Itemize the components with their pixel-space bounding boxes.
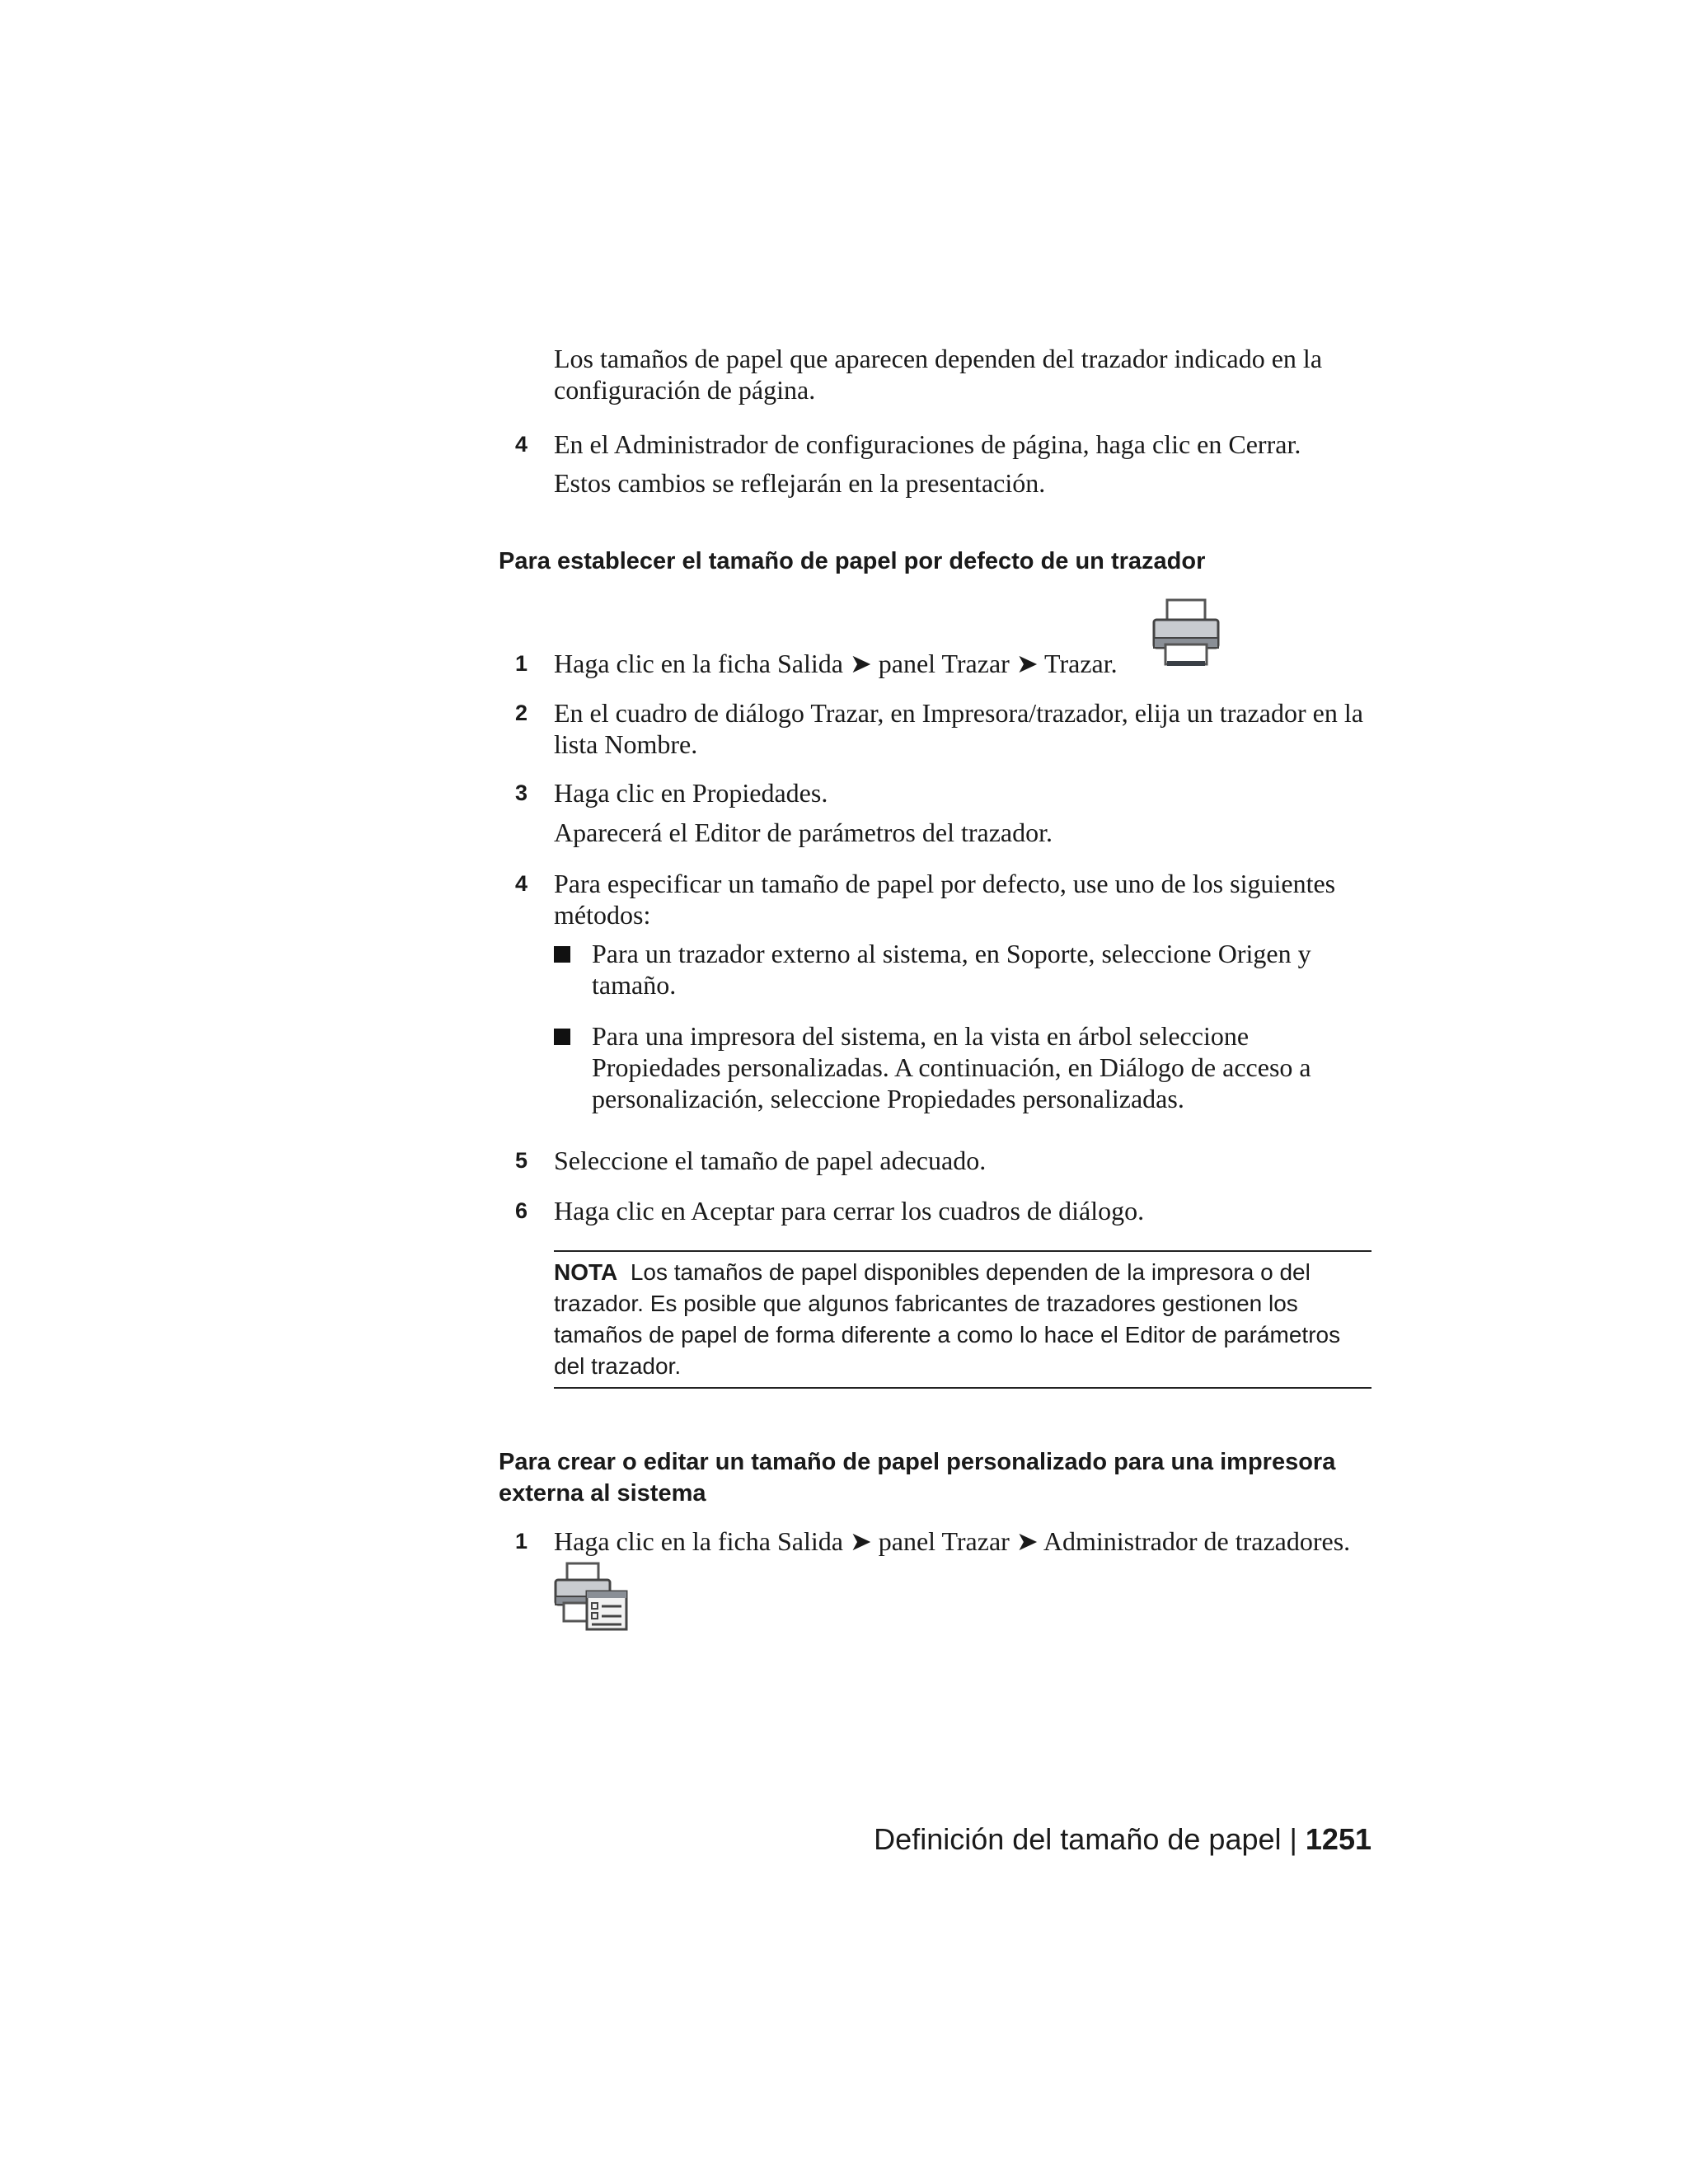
step-number: 5 xyxy=(515,1148,528,1173)
step-text: Para especificar un tamaño de papel por defecto, use uno de los siguientes métodos: xyxy=(554,869,1336,930)
note-bottom-rule xyxy=(554,1387,1372,1389)
note-label: NOTA xyxy=(554,1259,618,1285)
step-text: Haga clic en la ficha Salida ➤ panel Trazar ➤ Administrador de trazadores. xyxy=(554,1526,1351,1556)
note-text: Los tamaños de papel disponibles dependen de la impresora o del trazador. Es posible que algunos fabricantes de trazadores gestionen los tamaños de papel de forma diferente a como lo hace el Editor de parámetros del trazador. xyxy=(554,1259,1341,1379)
plotter-manager-icon xyxy=(554,1560,628,1634)
step-number: 1 xyxy=(515,1529,528,1554)
bullet-text: Para un trazador externo al sistema, en Soporte, seleccione Origen y tamaño. xyxy=(592,939,1311,1000)
step-number: 6 xyxy=(515,1198,528,1223)
step-number: 4 xyxy=(515,871,528,896)
bullet-text: Para una impresora del sistema, en la vista en árbol seleccione Propiedades personalizadas. A continuación, en Diálogo de acceso a personalización, seleccione Propiedades personalizadas. xyxy=(592,1021,1311,1113)
step-number: 4 xyxy=(515,432,528,457)
step-result: Estos cambios se reflejarán en la presentación. xyxy=(554,468,1046,498)
note-top-rule xyxy=(554,1250,1372,1252)
intro-paragraph: Los tamaños de papel que aparecen dependen del trazador indicado en la configuración de página. xyxy=(554,344,1323,405)
step-text: En el cuadro de diálogo Trazar, en Impresora/trazador, elija un trazador en la lista Nombre. xyxy=(554,698,1363,759)
step-text: Haga clic en Aceptar para cerrar los cuadros de diálogo. xyxy=(554,1196,1145,1226)
section-heading: Para crear o editar un tamaño de papel personalizado para una impresora externa al sistema xyxy=(499,1449,1336,1507)
step-text: En el Administrador de configuraciones de página, haga clic en Cerrar. xyxy=(554,429,1301,459)
bullet-marker xyxy=(554,946,570,963)
note-block xyxy=(554,1257,1372,1382)
step-text: Seleccione el tamaño de papel adecuado. xyxy=(554,1146,987,1175)
step-number: 3 xyxy=(515,780,528,805)
step-number: 2 xyxy=(515,701,528,725)
step-text: Haga clic en Propiedades. xyxy=(554,778,828,808)
footer-title: Definición del tamaño de papel xyxy=(874,1822,1282,1856)
printer-icon xyxy=(1149,597,1223,671)
page-footer xyxy=(874,1821,1372,1858)
step-result: Aparecerá el Editor de parámetros del trazador. xyxy=(554,818,1053,847)
page-number: 1251 xyxy=(1305,1822,1372,1856)
step-number: 1 xyxy=(515,651,528,676)
section-heading: Para establecer el tamaño de papel por defecto de un trazador xyxy=(499,548,1206,574)
bullet-marker xyxy=(554,1029,570,1045)
footer-separator: | xyxy=(1289,1822,1297,1856)
step-text: Haga clic en la ficha Salida ➤ panel Trazar ➤ Trazar. xyxy=(554,649,1118,678)
